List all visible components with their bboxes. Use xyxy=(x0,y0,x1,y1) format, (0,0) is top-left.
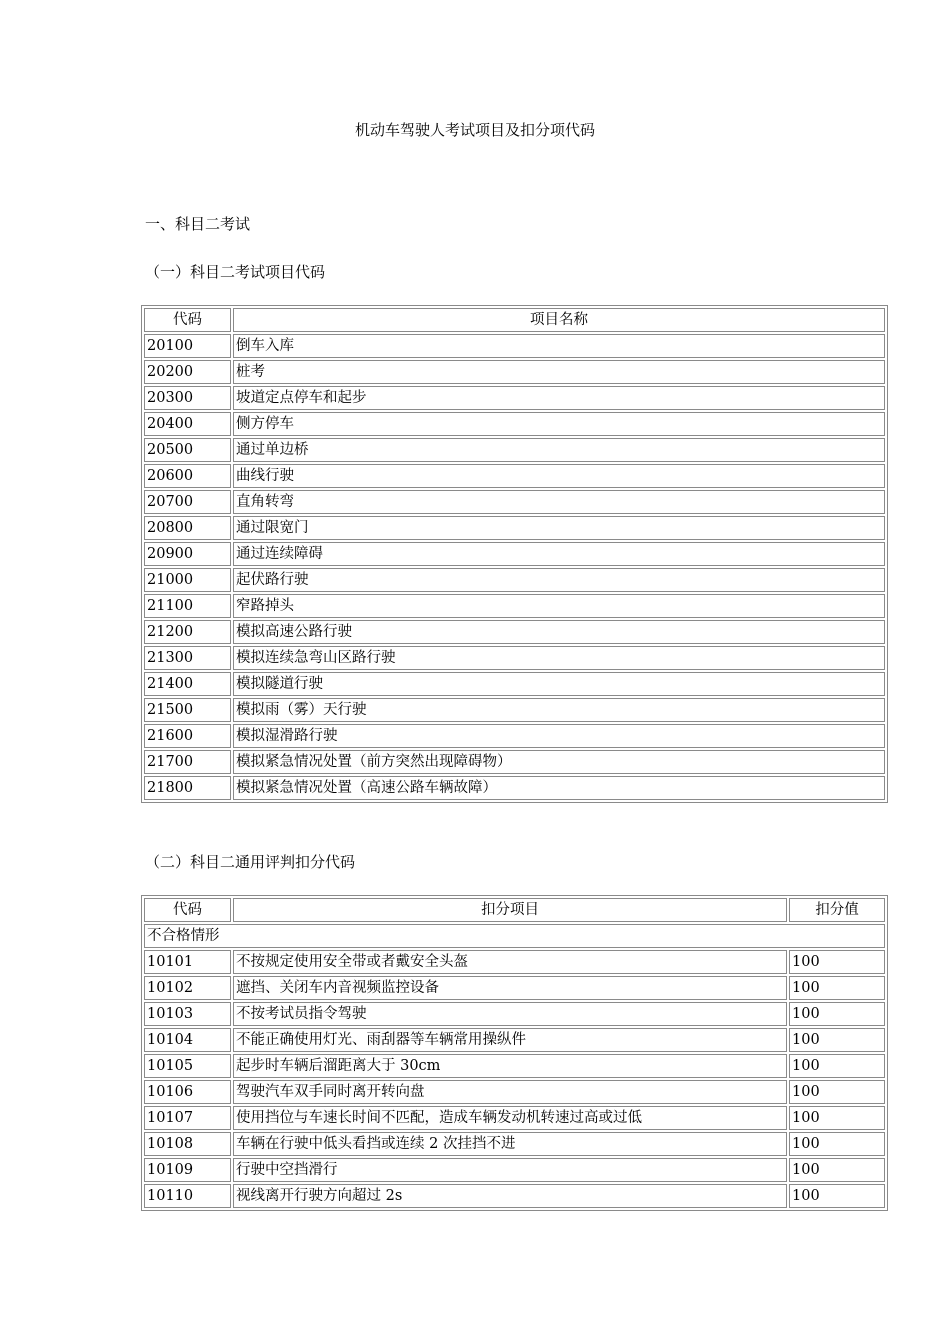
name-cell: 通过单边桥 xyxy=(233,438,885,462)
item-cell: 遮挡、关闭车内音视频监控设备 xyxy=(233,976,787,1000)
table-row xyxy=(144,1028,885,1052)
code-cell: 21100 xyxy=(144,594,231,618)
code-cell: 21300 xyxy=(144,646,231,670)
name-cell: 模拟紧急情况处置（高速公路车辆故障） xyxy=(233,776,885,800)
value-cell: 100 xyxy=(789,1054,885,1078)
table-row xyxy=(144,360,885,384)
value-cell: 100 xyxy=(789,1002,885,1026)
code-cell: 21700 xyxy=(144,750,231,774)
code-cell: 20100 xyxy=(144,334,231,358)
name-cell: 坡道定点停车和起步 xyxy=(233,386,885,410)
code-cell: 10102 xyxy=(144,976,231,1000)
table-row xyxy=(144,1054,885,1078)
name-cell: 曲线行驶 xyxy=(233,464,885,488)
table-row xyxy=(144,542,885,566)
table-row xyxy=(144,490,885,514)
item-cell: 使用挡位与车速长时间不匹配，造成车辆发动机转速过高或过低 xyxy=(233,1106,787,1130)
value-cell: 100 xyxy=(789,1158,885,1182)
project-code-table xyxy=(141,305,888,803)
table-group-row xyxy=(144,924,885,948)
value-cell: 100 xyxy=(789,1028,885,1052)
item-cell: 驾驶汽车双手同时离开转向盘 xyxy=(233,1080,787,1104)
code-cell: 20700 xyxy=(144,490,231,514)
table-row xyxy=(144,594,885,618)
name-cell: 通过限宽门 xyxy=(233,516,885,540)
name-cell: 通过连续障碍 xyxy=(233,542,885,566)
table-row xyxy=(144,724,885,748)
header-deduction-value: 扣分值 xyxy=(789,898,885,922)
name-cell: 窄路掉头 xyxy=(233,594,885,618)
table-row xyxy=(144,412,885,436)
value-cell: 100 xyxy=(789,950,885,974)
name-cell: 模拟高速公路行驶 xyxy=(233,620,885,644)
code-cell: 10101 xyxy=(144,950,231,974)
section-heading: 一、科目二考试 xyxy=(145,215,251,233)
table-row xyxy=(144,646,885,670)
value-cell: 100 xyxy=(789,976,885,1000)
table-row xyxy=(144,334,885,358)
group-label: 不合格情形 xyxy=(144,924,885,948)
name-cell: 起伏路行驶 xyxy=(233,568,885,592)
subsection-heading-deduction-codes: （二）科目二通用评判扣分代码 xyxy=(145,853,356,871)
table-row xyxy=(144,1184,885,1208)
table-row xyxy=(144,776,885,800)
document-title: 机动车驾驶人考试项目及扣分项代码 xyxy=(354,121,595,139)
code-cell: 10103 xyxy=(144,1002,231,1026)
code-cell: 10105 xyxy=(144,1054,231,1078)
code-cell: 21000 xyxy=(144,568,231,592)
header-project-name: 项目名称 xyxy=(233,308,885,332)
code-cell: 10104 xyxy=(144,1028,231,1052)
table-row xyxy=(144,620,885,644)
table-row xyxy=(144,1002,885,1026)
table-header-row xyxy=(144,898,885,922)
name-cell: 桩考 xyxy=(233,360,885,384)
deduction-code-table xyxy=(141,895,888,1211)
table-row xyxy=(144,698,885,722)
code-cell: 21600 xyxy=(144,724,231,748)
value-cell: 100 xyxy=(789,1080,885,1104)
value-cell: 100 xyxy=(789,1106,885,1130)
table-row xyxy=(144,438,885,462)
code-cell: 20400 xyxy=(144,412,231,436)
code-cell: 21200 xyxy=(144,620,231,644)
table-row xyxy=(144,1080,885,1104)
name-cell: 侧方停车 xyxy=(233,412,885,436)
table-row xyxy=(144,568,885,592)
header-code: 代码 xyxy=(144,308,231,332)
table-header-row xyxy=(144,308,885,332)
header-deduction-item: 扣分项目 xyxy=(233,898,787,922)
subsection-heading-project-codes: （一）科目二考试项目代码 xyxy=(145,263,326,281)
code-cell: 10109 xyxy=(144,1158,231,1182)
table-row xyxy=(144,1132,885,1156)
item-cell: 不按考试员指令驾驶 xyxy=(233,1002,787,1026)
item-cell: 起步时车辆后溜距离大于 30cm xyxy=(233,1054,787,1078)
code-cell: 21400 xyxy=(144,672,231,696)
code-cell: 21800 xyxy=(144,776,231,800)
table-row xyxy=(144,1158,885,1182)
name-cell: 模拟雨（雾）天行驶 xyxy=(233,698,885,722)
value-cell: 100 xyxy=(789,1184,885,1208)
code-cell: 20200 xyxy=(144,360,231,384)
code-cell: 20800 xyxy=(144,516,231,540)
table-row xyxy=(144,672,885,696)
code-cell: 10110 xyxy=(144,1184,231,1208)
code-cell: 10106 xyxy=(144,1080,231,1104)
name-cell: 模拟隧道行驶 xyxy=(233,672,885,696)
value-cell: 100 xyxy=(789,1132,885,1156)
table-row xyxy=(144,464,885,488)
code-cell: 20500 xyxy=(144,438,231,462)
item-cell: 不能正确使用灯光、雨刮器等车辆常用操纵件 xyxy=(233,1028,787,1052)
item-cell: 车辆在行驶中低头看挡或连续 2 次挂挡不进 xyxy=(233,1132,787,1156)
table-row xyxy=(144,976,885,1000)
item-cell: 行驶中空挡滑行 xyxy=(233,1158,787,1182)
header-code: 代码 xyxy=(144,898,231,922)
table-row xyxy=(144,750,885,774)
table-row xyxy=(144,950,885,974)
name-cell: 直角转弯 xyxy=(233,490,885,514)
code-cell: 10108 xyxy=(144,1132,231,1156)
item-cell: 不按规定使用安全带或者戴安全头盔 xyxy=(233,950,787,974)
code-cell: 21500 xyxy=(144,698,231,722)
table-row xyxy=(144,386,885,410)
table-row xyxy=(144,1106,885,1130)
code-cell: 10107 xyxy=(144,1106,231,1130)
code-cell: 20600 xyxy=(144,464,231,488)
table-row xyxy=(144,516,885,540)
code-cell: 20900 xyxy=(144,542,231,566)
name-cell: 倒车入库 xyxy=(233,334,885,358)
code-cell: 20300 xyxy=(144,386,231,410)
name-cell: 模拟紧急情况处置（前方突然出现障碍物） xyxy=(233,750,885,774)
item-cell: 视线离开行驶方向超过 2s xyxy=(233,1184,787,1208)
name-cell: 模拟湿滑路行驶 xyxy=(233,724,885,748)
name-cell: 模拟连续急弯山区路行驶 xyxy=(233,646,885,670)
